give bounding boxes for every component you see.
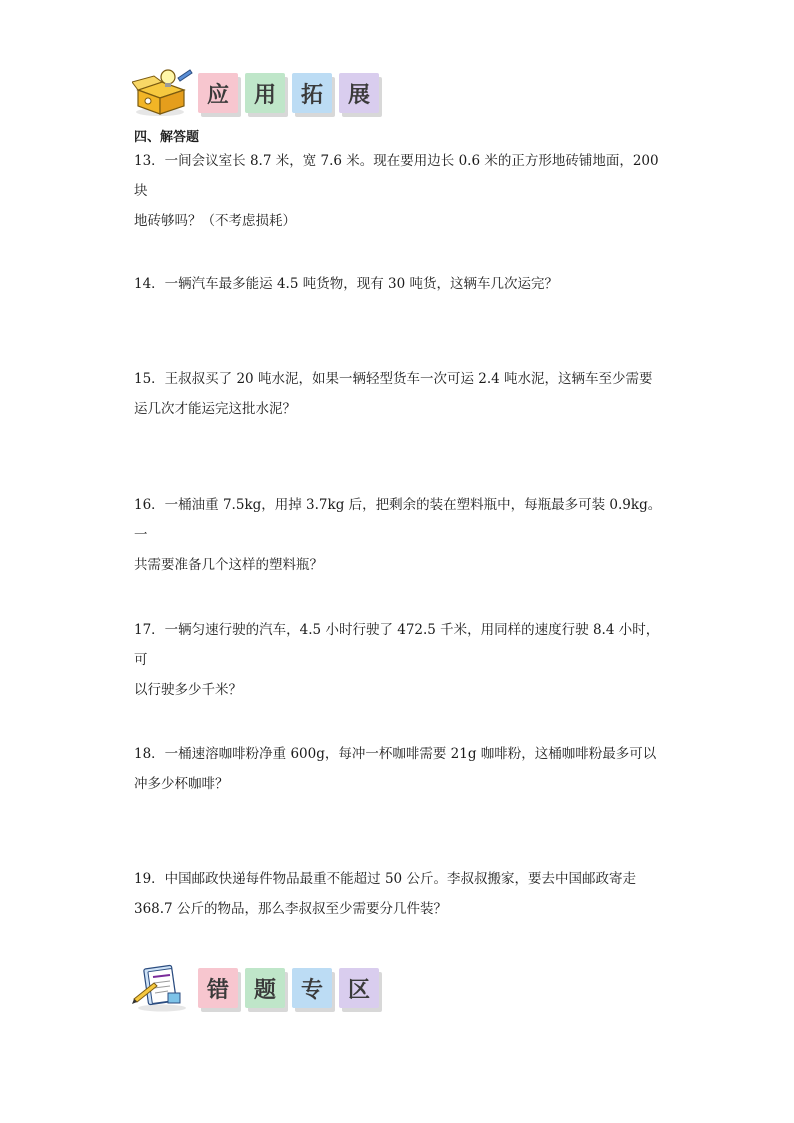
question-line: 18．一桶速溶咖啡粉净重 600g，每冲一杯咖啡需要 21g 咖啡粉，这桶咖啡粉最多可以 <box>134 746 657 762</box>
question-line: 19．中国邮政快递每件物品最重不能超过 50 公斤。李叔叔搬家，要去中国邮政寄走 <box>134 871 636 887</box>
banner-char-tile: 拓 <box>292 73 332 113</box>
question-14 <box>134 269 664 299</box>
question-line: 运几次才能运完这批水泥？ <box>134 401 296 417</box>
section-banner-application <box>132 68 386 118</box>
section-banner-mistakes <box>132 963 386 1013</box>
banner-char-tile: 区 <box>339 968 379 1008</box>
banner-char-tile: 错 <box>198 968 238 1008</box>
question-19 <box>134 864 664 924</box>
question-line: 地砖够吗？（不考虑损耗） <box>134 213 296 229</box>
question-line: 13．一间会议室长 8.7 米，宽 7.6 米。现在要用边长 0.6 米的正方形地砖铺地面，200 块 <box>134 153 659 199</box>
banner-char-tile: 题 <box>245 968 285 1008</box>
banner-char-tile: 应 <box>198 73 238 113</box>
notebook-pencil-icon <box>132 963 194 1013</box>
question-line: 368.7 公斤的物品，那么李叔叔至少需要分几件装？ <box>134 901 447 917</box>
question-line: 以行驶多少千米？ <box>134 682 242 698</box>
question-line: 16．一桶油重 7.5kg，用掉 3.7kg 后，把剩余的装在塑料瓶中，每瓶最多可装 0.9kg。一 <box>134 497 662 543</box>
section-title: 四、解答题 <box>134 130 200 145</box>
question-line: 15．王叔叔买了 20 吨水泥，如果一辆轻型货车一次可运 2.4 吨水泥，这辆车至少需要 <box>134 371 653 387</box>
question-17 <box>134 615 664 705</box>
banner-char-tile: 专 <box>292 968 332 1008</box>
question-18 <box>134 739 664 799</box>
question-16 <box>134 490 664 580</box>
question-line: 17．一辆匀速行驶的汽车，4.5 小时行驶了 472.5 千米，用同样的速度行驶 8.4 小时，可 <box>134 622 660 668</box>
banner-char-tile: 展 <box>339 73 379 113</box>
question-13 <box>134 146 664 236</box>
box-lightbulb-icon <box>132 68 194 118</box>
question-line: 14．一辆汽车最多能运 4.5 吨货物，现有 30 吨货，这辆车几次运完？ <box>134 276 558 292</box>
banner-char-tile: 用 <box>245 73 285 113</box>
question-line: 冲多少杯咖啡？ <box>134 776 229 792</box>
question-line: 共需要准备几个这样的塑料瓶？ <box>134 557 323 573</box>
question-15 <box>134 364 664 424</box>
